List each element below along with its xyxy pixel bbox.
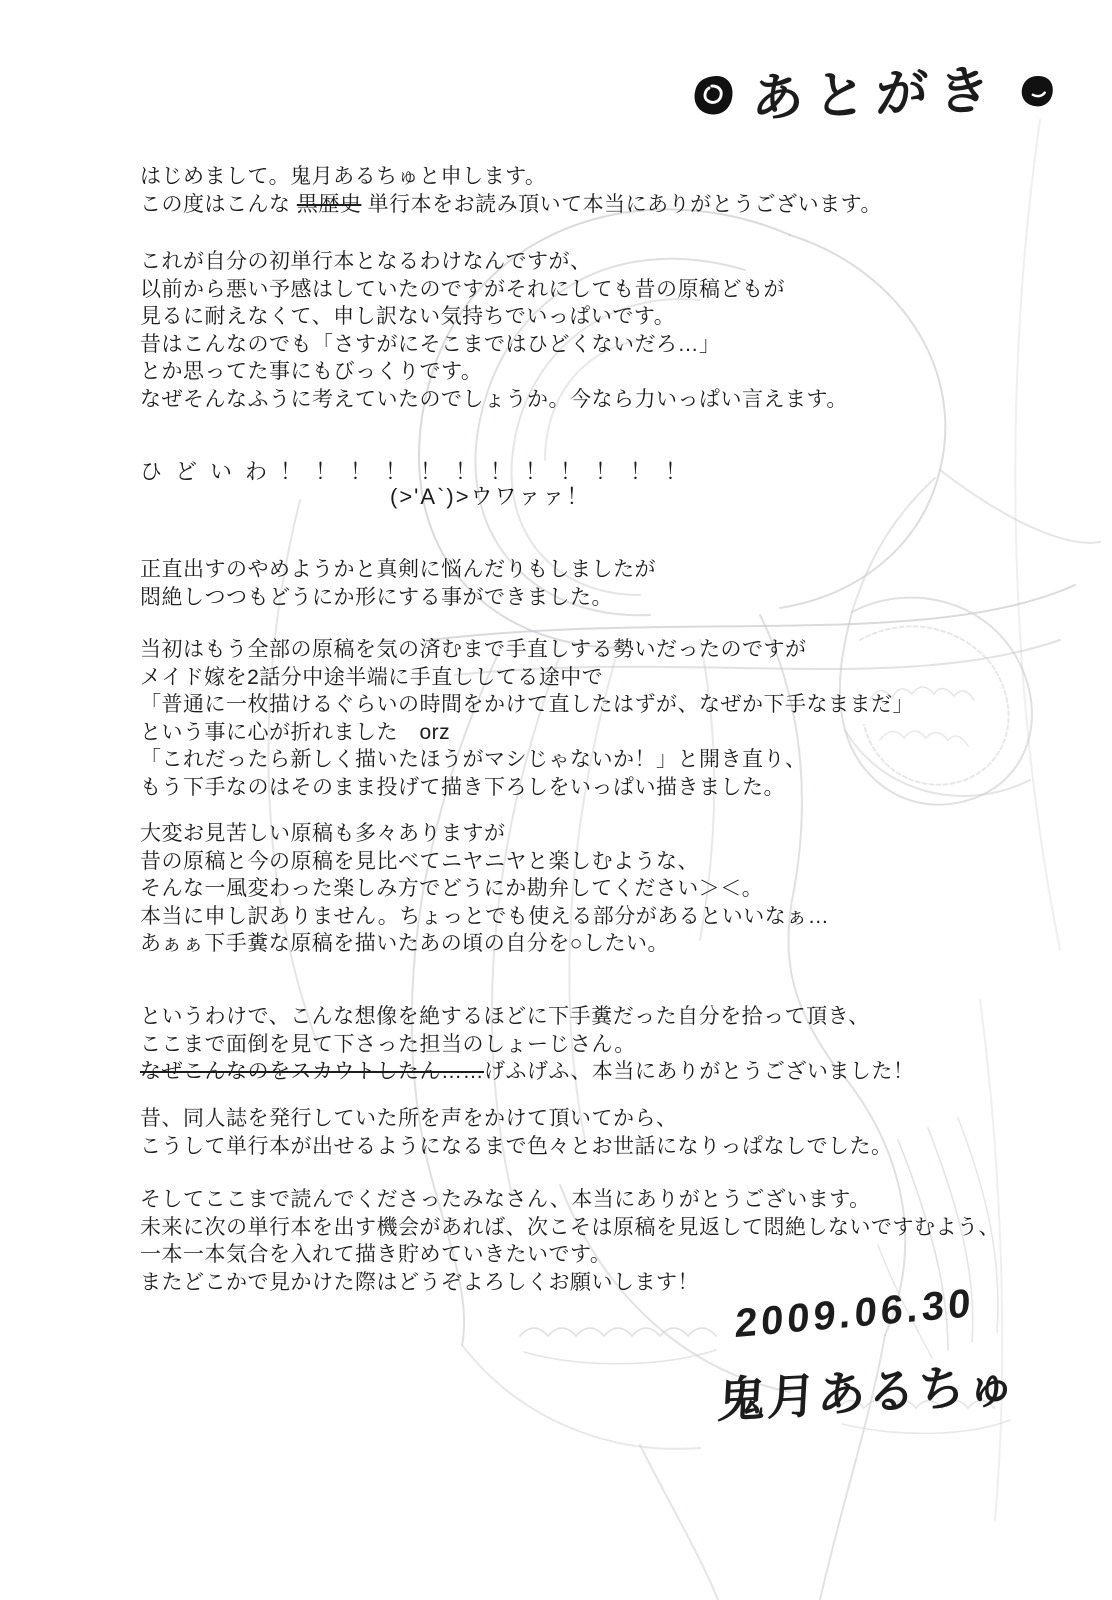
text-line: とか思ってた事にもびっくりです。 — [140, 360, 483, 383]
author-signature: 鬼月あるちゅ — [716, 1359, 1019, 1429]
kaomoji: (>'A`)>ウワァァ！ — [390, 484, 591, 509]
text-segment: この度はこんな — [140, 192, 297, 216]
page-title: あとがき — [750, 61, 1001, 129]
text-line: 昔の原稿と今の原稿を見比べてニヤニヤと楽しむような、 — [140, 849, 699, 873]
text-line: こうして単行本が出せるようになるまで色々とお世話になりっぱなしでした。 — [140, 1134, 893, 1158]
text-line — [140, 191, 882, 219]
text-line: はじめまして。鬼月あるちゅと申します。 — [140, 165, 547, 188]
text-line: 昔、同人誌を発行していた所を声をかけて頂いてから、 — [140, 1107, 678, 1130]
page-title-block — [687, 46, 1059, 134]
text-line: そんな一風変わった楽しみ方でどうにか勘弁してください＞＜。 — [140, 877, 764, 900]
paragraph-worries — [140, 556, 656, 611]
struck-text: なぜこんなのをスカウトしたん…… — [140, 1060, 484, 1083]
text-line: メイド嫁を2話分中途半端に手直ししてる途中で — [140, 665, 604, 689]
text-line: なぜそんなふうに考えていたのでしょうか。今なら力いっぱい言えます。 — [140, 387, 848, 411]
text-line: 悶絶しつつもどうにか形にする事ができました。 — [140, 585, 613, 609]
paragraph-intro — [140, 163, 882, 218]
paragraph-redraw — [140, 636, 914, 801]
text-line: という事に心が折れました orz — [140, 720, 451, 744]
text-line: 見るに耐えなくて、申し訳ない気持ちでいっぱいです。 — [140, 305, 676, 328]
text-line: 本当に申し訳ありません。ちょっとでも使える部分があるといいなぁ… — [140, 904, 830, 928]
text-line — [140, 1058, 914, 1086]
paragraph-apology — [140, 820, 829, 958]
paragraph-reader-thanks — [140, 1186, 1000, 1296]
text-line: ここまで面倒を見て下さった担当のしょーじさん。 — [140, 1032, 636, 1056]
text-line: またどこかで見かけた際はどうぞよろしくお願いします！ — [140, 1270, 699, 1294]
ink-blob-spiral-icon — [687, 69, 739, 121]
text-line: 「これだったら新しく描いたほうがマシじゃないか！」と開き直り、 — [140, 748, 807, 771]
text-line: あぁぁ下手糞な原稿を描いたあの頃の自分を○したい。 — [140, 932, 669, 955]
text-line: 未来に次の単行本を出す機会があれば、次こそは原稿を見返して悶絶しないですむよう、 — [140, 1215, 1000, 1239]
text-line: 大変お見苦しい原稿も多々ありますが — [140, 822, 506, 845]
paragraph-regrets — [140, 248, 848, 413]
text-line: そしてここまで読んでくださったみなさん、本当にありがとうございます。 — [140, 1188, 871, 1211]
text-line: 以前から悪い予感はしていたのですがそれにしても昔の原稿どもが — [140, 277, 785, 301]
text-line: 一本一本気合を入れて描き貯めていきたいです。 — [140, 1243, 612, 1266]
struck-text: 黒歴史 — [296, 192, 362, 216]
text-line: 当初はもう全部の原稿を気の済むまで手直しする勢いだったのですが — [140, 638, 807, 661]
text-segment: 単行本をお読み頂いて本当にありがとうございます。 — [361, 192, 882, 216]
text-segment: げふげふ、本当にありがとうございました！ — [484, 1060, 915, 1083]
text-line: 正直出すのやめようかと真剣に悩んだりもしましたが — [140, 558, 656, 581]
paragraph-editor-thanks — [140, 1003, 914, 1086]
text-line: もう下手なのはそのまま投げて描き下ろしをいっぱい描きました。 — [140, 775, 785, 799]
text-line: ひどいわ！！！！！！！！！！！！ — [140, 459, 701, 484]
ink-blob-icon — [1013, 68, 1059, 114]
text-line: 「普通に一枚描けるぐらいの時間をかけて直したはずが、なぜか下手なままだ」 — [140, 693, 914, 716]
text-line: というわけで、こんな想像を絶するほどに下手糞だった自分を拾って頂き、 — [140, 1005, 870, 1028]
text-line: これが自分の初単行本となるわけなんですが、 — [140, 250, 592, 273]
paragraph-history — [140, 1105, 893, 1160]
text-line: 昔はこんなのでも「さすがにそこまではひどくないだろ…」 — [140, 332, 721, 356]
handwritten-date: 2009.06.30 — [733, 1280, 976, 1347]
